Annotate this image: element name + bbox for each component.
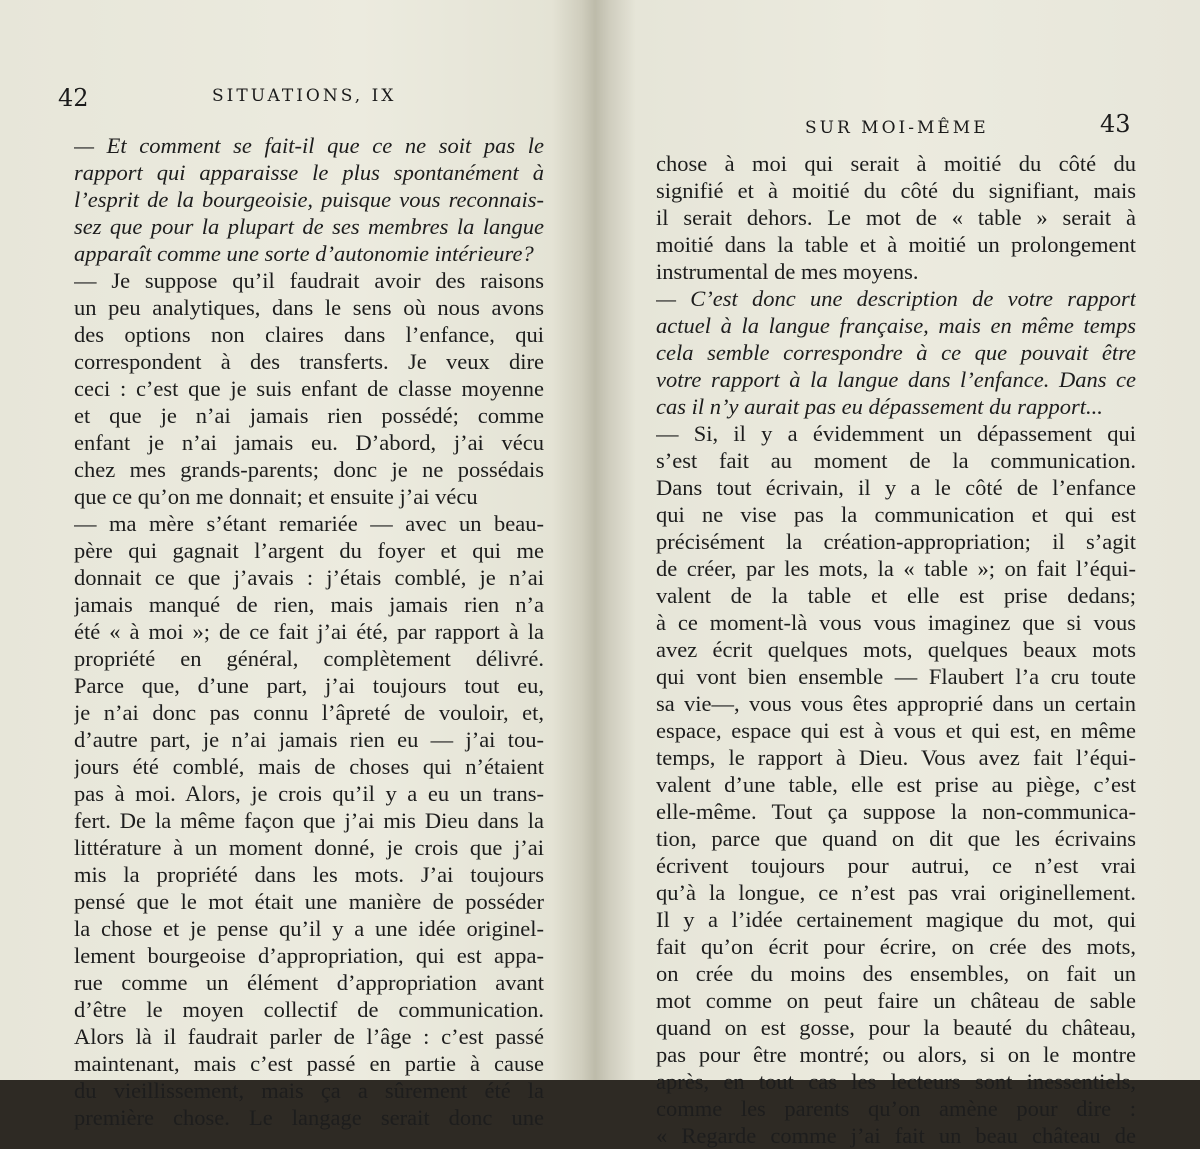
text-line: — Je suppose qu’il faudrait avoir des raisons bbox=[74, 268, 544, 293]
text-line: jamais manqué de rien, mais jamais rien n’a bbox=[74, 592, 544, 617]
text-line: propriété en général, complètement délivré. bbox=[74, 646, 544, 671]
text-line: de créer, par les mots, la « table »; on fait l’équi- bbox=[656, 556, 1136, 581]
text-line: d’autre part, je n’ai jamais rien eu — j’ai tou- bbox=[74, 727, 544, 752]
right-page bbox=[600, 0, 1200, 1148]
text-line: — Si, il y a évidemment un dépassement qui bbox=[656, 421, 1136, 446]
text-line: valent de la table et elle est prise dedans; bbox=[656, 583, 1136, 608]
text-line: Dans tout écrivain, il y a le côté de l’enfance bbox=[656, 475, 1136, 500]
running-head: SITUATIONS, IX bbox=[212, 86, 397, 106]
text-line: s’est fait au moment de la communication. bbox=[656, 448, 1136, 473]
text-line: fait qu’on écrit pour écrire, on crée des mots, bbox=[656, 934, 1136, 959]
page-number: 43 bbox=[1100, 110, 1131, 138]
text-line: votre rapport à la langue dans l’enfance. Dans ce bbox=[656, 367, 1136, 392]
text-line: précisément la création-appropriation; il s’agit bbox=[656, 529, 1136, 554]
text-line: cas il n’y aurait pas eu dépassement du rapport... bbox=[656, 394, 1103, 419]
text-line: — Et comment se fait-il que ce ne soit pas le bbox=[74, 133, 544, 158]
text-line: qu’à la longue, ce n’est pas vrai originellement. bbox=[656, 880, 1136, 905]
text-line: été « à moi »; de ce fait j’ai été, par rapport à la bbox=[74, 619, 544, 644]
text-line: du vieillissement, mais ça a sûrement été la bbox=[74, 1078, 544, 1103]
text-line: un peu analytiques, dans le sens où nous avons bbox=[74, 295, 544, 320]
text-line: pas à moi. Alors, je crois qu’il y a eu un trans- bbox=[74, 781, 544, 806]
text-line: mot comme on peut faire un château de sable bbox=[656, 988, 1136, 1013]
text-line: écrivent toujours pour autrui, ce n’est vrai bbox=[656, 853, 1136, 878]
text-line: tion, parce que quand on dit que les écrivains bbox=[656, 826, 1136, 851]
text-line: enfant je n’ai jamais eu. D’abord, j’ai vécu bbox=[74, 430, 544, 455]
text-line: « Regarde comme j’ai fait un beau château de bbox=[656, 1123, 1136, 1148]
text-line: moitié dans la table et à moitié un prolongement bbox=[656, 232, 1136, 257]
page-number: 42 bbox=[58, 84, 89, 112]
text-line: sez que pour la plupart de ses membres la langue bbox=[74, 214, 544, 239]
text-line: Alors là il faudrait parler de l’âge : c’est passé bbox=[74, 1024, 544, 1049]
text-line: chose à moi qui serait à moitié du côté du bbox=[656, 151, 1136, 176]
text-line: quand on est gosse, pour la beauté du château, bbox=[656, 1015, 1136, 1040]
text-line: d’être le moyen collectif de communication. bbox=[74, 997, 544, 1022]
text-line: temps, le rapport à Dieu. Vous avez fait l’équi- bbox=[656, 745, 1136, 770]
text-line: père qui gagnait l’argent du foyer et qui me bbox=[74, 538, 544, 563]
text-line: on crée du moins des ensembles, on fait un bbox=[656, 961, 1136, 986]
text-line: Parce que, d’une part, j’ai toujours tout eu, bbox=[74, 673, 544, 698]
text-line: pas pour être montré; ou alors, si on le montre bbox=[656, 1042, 1136, 1067]
text-line: et que je n’ai jamais rien possédé; comme bbox=[74, 403, 544, 428]
running-head: SUR MOI-MÊME bbox=[805, 118, 989, 138]
right-page-text bbox=[656, 150, 1136, 1149]
text-line: littérature à un moment donné, je crois que j’ai bbox=[74, 835, 544, 860]
text-line: — ma mère s’étant remariée — avec un beau- bbox=[74, 511, 544, 536]
text-line: correspondent à des transferts. Je veux dire bbox=[74, 349, 544, 374]
text-line: espace, espace qui est à vous et qui est, en même bbox=[656, 718, 1136, 743]
text-line: rue comme un élément d’appropriation avant bbox=[74, 970, 544, 995]
text-line: instrumental de mes moyens. bbox=[656, 259, 919, 284]
text-line: sa vie—, vous vous êtes approprié dans un certain bbox=[656, 691, 1136, 716]
text-line: comme les parents qu’on amène pour dire : bbox=[656, 1096, 1136, 1121]
text-line: première chose. Le langage serait donc une bbox=[74, 1105, 544, 1130]
text-line: cela semble correspondre à ce que pouvait être bbox=[656, 340, 1136, 365]
text-line: signifié et à moitié du côté du signifiant, mais bbox=[656, 178, 1136, 203]
text-line: que ce qu’on me donnait; et ensuite j’ai vécu bbox=[74, 484, 478, 509]
text-line: apparaît comme une sorte d’autonomie intérieure? bbox=[74, 241, 534, 266]
text-line: maintenant, mais c’est passé en partie à cause bbox=[74, 1051, 544, 1076]
text-line: mis la propriété dans les mots. J’ai toujours bbox=[74, 862, 544, 887]
text-line: — C’est donc une description de votre rapport bbox=[656, 286, 1136, 311]
text-line: qui ne vise pas la communication et qui est bbox=[656, 502, 1136, 527]
text-line: donnait ce que j’avais : j’étais comblé, je n’ai bbox=[74, 565, 544, 590]
text-line: rapport qui apparaisse le plus spontanément à bbox=[74, 160, 544, 185]
text-line: je n’ai donc pas connu l’âpreté de vouloir, et, bbox=[74, 700, 544, 725]
left-page bbox=[0, 0, 580, 1130]
text-line: valent d’une table, elle est prise au piège, c’est bbox=[656, 772, 1136, 797]
text-line: lement bourgeoise d’appropriation, qui est appa- bbox=[74, 943, 544, 968]
text-line: la chose et je pense qu’il y a une idée originel- bbox=[74, 916, 544, 941]
text-line: des options non claires dans l’enfance, qui bbox=[74, 322, 544, 347]
text-line: actuel à la langue française, mais en même temps bbox=[656, 313, 1136, 338]
text-line: jours été comblé, mais de choses qui n’étaient bbox=[74, 754, 544, 779]
text-line: pensé que le mot était une manière de posséder bbox=[74, 889, 544, 914]
text-line: avez écrit quelques mots, quelques beaux mots bbox=[656, 637, 1136, 662]
text-line: à ce moment-là vous vous imaginez que si vous bbox=[656, 610, 1136, 635]
text-line: elle-même. Tout ça suppose la non-communica- bbox=[656, 799, 1136, 824]
text-line: il serait dehors. Le mot de « table » serait à bbox=[656, 205, 1136, 230]
text-line: après, en tout cas les lecteurs sont inessentiels, bbox=[656, 1069, 1136, 1094]
text-line: Il y a l’idée certainement magique du mot, qui bbox=[656, 907, 1136, 932]
left-page-text bbox=[74, 132, 544, 1131]
text-line: l’esprit de la bourgeoisie, puisque vous reconnais- bbox=[74, 187, 544, 212]
text-line: ceci : c’est que je suis enfant de classe moyenne bbox=[74, 376, 544, 401]
text-line: qui vont bien ensemble — Flaubert l’a cru toute bbox=[656, 664, 1136, 689]
text-line: chez mes grands-parents; donc je ne possédais bbox=[74, 457, 544, 482]
text-line: fert. De la même façon que j’ai mis Dieu dans la bbox=[74, 808, 544, 833]
